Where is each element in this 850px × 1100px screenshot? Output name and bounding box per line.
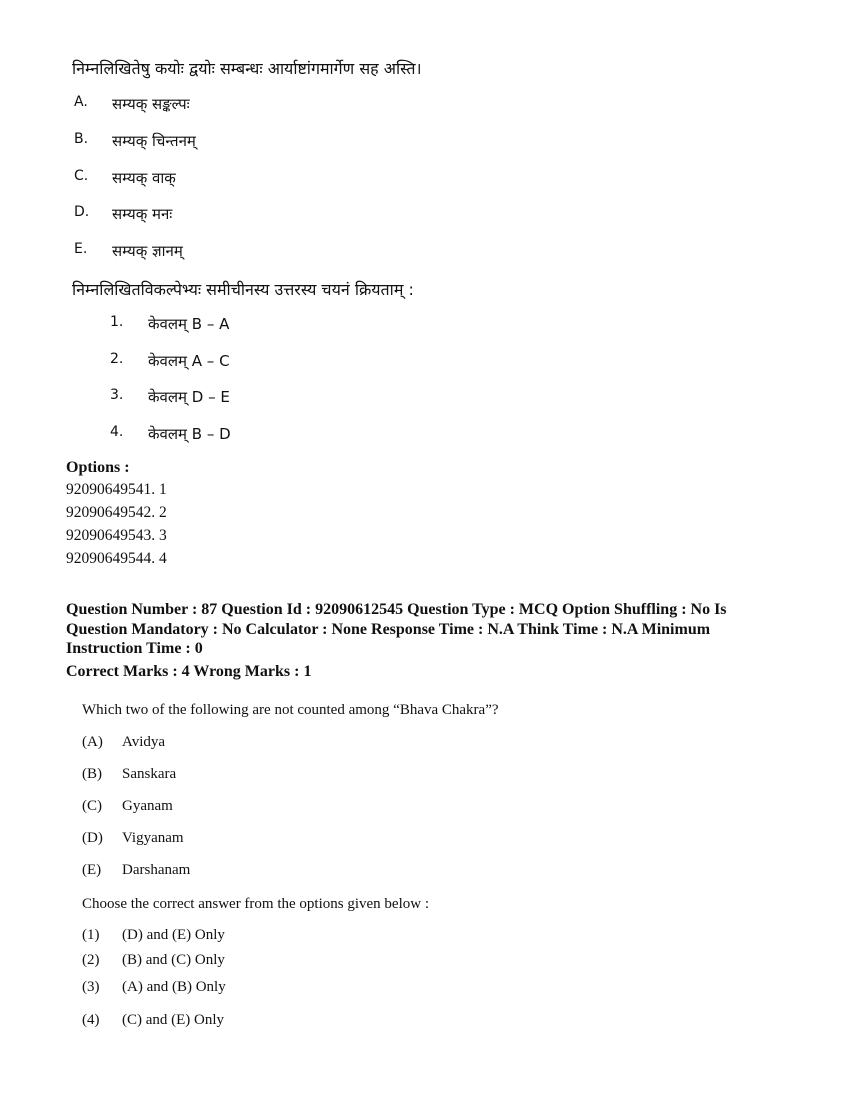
q2-answer-label: (2) [82, 952, 100, 968]
q2-item-label: (B) [82, 766, 102, 782]
q2-stem: Which two of the following are not counted among “Bhava Chakra”? [82, 702, 499, 718]
question-meta-line-3: Instruction Time : 0 [66, 640, 203, 657]
q2-answer-text: (C) and (E) Only [122, 1012, 225, 1028]
question-meta-line-1: Question Number : 87 Question Id : 92090612545 Question Type : MCQ Option Shuffling : No Is [66, 601, 727, 618]
q1-item-label: E. [74, 241, 88, 257]
q2-answer-label: (3) [82, 979, 100, 995]
q2-choose-text: Choose the correct answer from the options given below : [82, 896, 429, 912]
q1-answer-label: 2. [110, 351, 124, 367]
q1-item-label: A. [74, 94, 88, 110]
option-line-4: 92090649544. 4 [66, 550, 167, 567]
q1-item-label: D. [74, 204, 90, 220]
q1-item-label: C. [74, 168, 89, 184]
q2-answer-text: (B) and (C) Only [122, 952, 225, 968]
option-line-2: 92090649542. 2 [66, 504, 167, 521]
question-meta-line-2: Question Mandatory : No Calculator : None Response Time : N.A Think Time : N.A Minimum [66, 621, 711, 638]
q1-item-text: सम्यक् मनः [112, 205, 173, 223]
q2-answer-label: (4) [82, 1012, 100, 1028]
q1-choose-text: निम्नलिखितविकल्पेभ्यः समीचीनस्य उत्तरस्य चयनं क्रियताम् : [72, 280, 414, 299]
q1-stem: निम्नलिखितेषु कयोः द्वयोः सम्बन्धः आर्याष्टांगमार्गेण सह अस्ति। [72, 59, 422, 78]
q2-item-text: Avidya [122, 734, 166, 750]
q1-answer-label: 1. [110, 314, 124, 330]
q2-item-label: (D) [82, 830, 103, 846]
option-line-3: 92090649543. 3 [66, 527, 167, 544]
q2-item-label: (C) [82, 798, 102, 814]
q1-answer-text: केवलम् A – C [148, 352, 230, 370]
q1-item-text: सम्यक् सङ्कल्पः [112, 95, 190, 113]
marks-line: Correct Marks : 4 Wrong Marks : 1 [66, 663, 312, 680]
q1-answer-label: 3. [110, 387, 124, 403]
q2-item-text: Vigyanam [122, 830, 184, 846]
q2-answer-text: (D) and (E) Only [122, 927, 225, 943]
q2-answer-text: (A) and (B) Only [122, 979, 226, 995]
q1-item-text: सम्यक् ज्ञानम् [112, 242, 183, 260]
q1-answer-text: केवलम् D – E [148, 388, 230, 406]
q1-answer-text: केवलम् B – A [148, 315, 230, 333]
q2-item-text: Sanskara [122, 766, 177, 782]
q1-answer-text: केवलम् B – D [148, 425, 231, 443]
q2-item-text: Darshanam [122, 862, 191, 878]
q1-item-text: सम्यक् चिन्तनम् [112, 132, 196, 150]
q1-item-label: B. [74, 131, 89, 147]
q1-item-text: सम्यक् वाक् [112, 169, 176, 187]
q2-item-label: (A) [82, 734, 103, 750]
q2-item-label: (E) [82, 862, 102, 878]
q1-answer-label: 4. [110, 424, 124, 440]
q2-answer-label: (1) [82, 927, 100, 943]
q2-item-text: Gyanam [122, 798, 173, 814]
option-line-1: 92090649541. 1 [66, 481, 167, 498]
options-heading: Options : [66, 459, 130, 476]
